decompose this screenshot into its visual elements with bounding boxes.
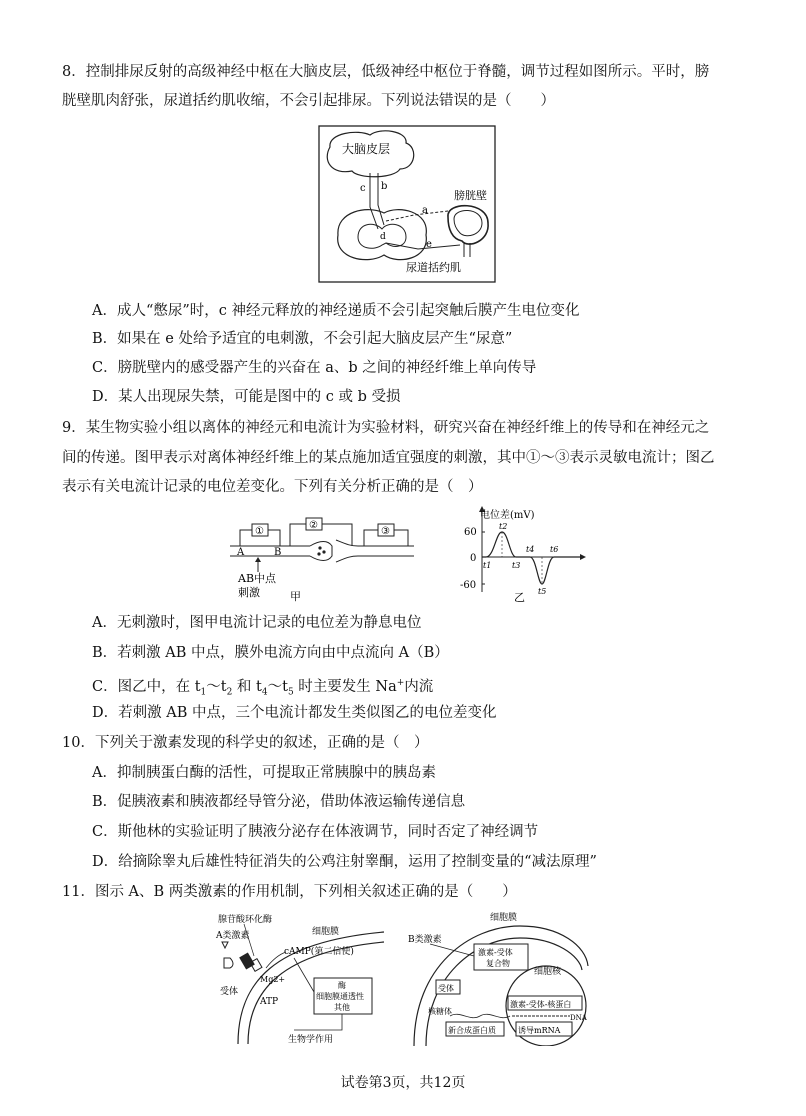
new-protein-label: 新合成蛋白质 [448,1026,496,1035]
q10-option-a: A．抑制胰蛋白酶的活性，可提取正常胰腺中的胰岛素 [92,765,436,781]
q10-stem: 10．下列关于激素发现的科学史的叙述，正确的是（ ） [62,735,429,751]
label-e: e [426,239,432,250]
nucleus-label: 细胞核 [534,967,562,977]
mrna-label: 诱导mRNA [518,1026,561,1035]
bio-effect-label: 生物学作用 [288,1035,334,1044]
mg-label: Mg2+ [260,975,286,984]
bladder-inner [454,210,482,235]
y-axis-label: 电位差(mV) [480,510,535,521]
label-a: a [422,205,428,216]
sphincter-label: 尿道括约肌 [406,261,461,274]
q9-option-b: B．若刺激 AB 中点，膜外电流方向由中点流向 A（B） [92,645,449,661]
label-b: b [381,181,388,192]
t2-label: t2 [499,522,508,531]
cortex-label: 大脑皮层 [342,142,391,156]
potential-trace [482,532,580,584]
vesicle [322,550,325,553]
enzyme-label: 腺苷酸环化酶 [218,915,273,925]
box-line-2: 细胞膜通透性 [316,992,364,1001]
figure-yi-caption: 乙 [514,591,525,602]
q8-option-b: B．如果在 e 处给予适宜的电刺激，不会引起大脑皮层产生“尿意” [92,331,513,347]
x-axis-arrow [580,554,586,560]
hormone-a-label: A类激素 [216,931,250,941]
camp-arrow [266,952,286,968]
complex2-label: 激素-受体-核蛋白 [510,1000,572,1009]
meter2-label: ② [309,520,318,531]
point-A: A [237,547,245,558]
camp-to-box [294,958,314,992]
synaptic-knob [310,542,332,561]
membrane-label-left: 细胞膜 [312,927,340,937]
hormone-b-label: B类激素 [408,935,442,945]
tick-0: 0 [470,553,477,564]
receptor-label-left: 受体 [220,987,239,997]
stimulus-label-2: 刺激 [238,586,260,599]
q11-figure-left [214,912,390,1044]
dna-label: DNA [570,1014,587,1022]
stimulus-label-1: AB中点 [238,572,277,585]
q9-stem-line3: 表示有关电流计记录的电位差变化。下列有关分析正确的是（ ） [62,479,483,495]
membrane-label-right: 细胞膜 [490,913,518,923]
meter3-label: ③ [381,526,390,537]
q9-option-a: A．无刺激时，图甲电流计记录的电位差为静息电位 [92,615,422,631]
label-c: c [360,183,366,194]
q8-stem-line1: 8．控制排尿反射的高级神经中枢在大脑皮层，低级神经中枢位于脊髓，调节过程如图所示。平时，膀 [62,64,710,80]
q11-figure-right [400,906,590,1046]
complex1-line1: 激素-受体 [478,948,513,957]
complex1-line2: 复合物 [486,959,510,968]
figure-jia-caption: 甲 [290,590,301,602]
meter1-label: ① [255,526,264,537]
camp-label: cAMP(第二信使) [284,947,354,957]
post-fiber-bottom [336,556,414,562]
q8-option-d: D．某人出现尿失禁，可能是图中的 c 或 b 受损 [92,389,401,405]
q9-stem-line2: 间的传递。图甲表示对离体神经纤维上的某点施加适宜强度的刺激，其中①～③表示灵敏电流计；图乙 [62,450,715,466]
receptor-label-right: 受体 [438,984,454,993]
t6-label: t6 [550,545,559,554]
page-footer: 试卷第3页，共12页 [340,1075,466,1091]
tick-60: 60 [464,527,477,538]
pathway-c [370,173,378,229]
q9-figure-yi [450,502,600,602]
box-line-3: 其他 [334,1003,350,1012]
mrna-translation [450,1014,510,1017]
post-fiber-top [336,540,414,546]
q10-option-c: C．斯他林的实验证明了胰液分泌存在体液调节，同时否定了神经调节 [92,824,539,840]
afferent-a [386,211,448,221]
box-line-1: 酶 [338,981,346,990]
t4-label: t4 [526,545,535,554]
q8-option-a: A．成人“憋尿”时，c 神经元释放的神经递质不会引起突触后膜产生电位变化 [92,303,580,319]
ribosome-label: 核糖体 [428,1007,452,1016]
t3-label: t3 [512,561,521,570]
label-d: d [380,232,386,242]
hormone-b-arrow [430,944,474,956]
q9-option-c: C．图乙中，在 $t_1\sim t_2$ 和 $t_4\sim t_5$ 时主要发生 Na+内流 [92,678,434,698]
t5-label: t5 [538,587,547,596]
vesicle [318,546,321,549]
q8-option-c: C．膀胱壁内的感受器产生的兴奋在 a、b 之间的神经纤维上单向传导 [92,360,537,376]
hormone-a-d-shape [224,958,233,968]
point-B: B [274,547,282,558]
q9-option-d: D．若刺激 AB 中点，三个电流计都发生类似图乙的电位差变化 [92,705,497,721]
bladder-label: 膀胱壁 [454,189,487,202]
q8-stem-line2: 胱壁肌肉舒张，尿道括约肌收缩，不会引起排尿。下列说法错误的是（ ） [62,93,555,109]
atp-label: ATP [260,997,279,1007]
tick-neg60: -60 [460,580,477,591]
q9-figure-jia [228,516,418,602]
q9-stem-line1: 9．某生物实验小组以离体的神经元和电流计为实验材料，研究兴奋在神经纤维上的传导和在神经元之 [62,420,710,436]
vesicle [317,552,320,555]
q10-option-d: D．给摘除睾丸后雄性特征消失的公鸡注射睾酮，运用了控制变量的“减法原理” [92,854,597,870]
hormone-a-shape [222,942,228,948]
q10-option-b: B．促胰液素和胰液都经导管分泌，借助体液运输传递信息 [92,794,466,810]
q11-stem: 11．图示 A、B 两类激素的作用机制，下列相关叙述正确的是（ ） [62,884,517,900]
t1-label: t1 [483,561,492,570]
box-to-effect [294,1014,342,1030]
q8-reflex-figure [318,125,498,285]
stimulus-arrowhead [255,557,261,562]
